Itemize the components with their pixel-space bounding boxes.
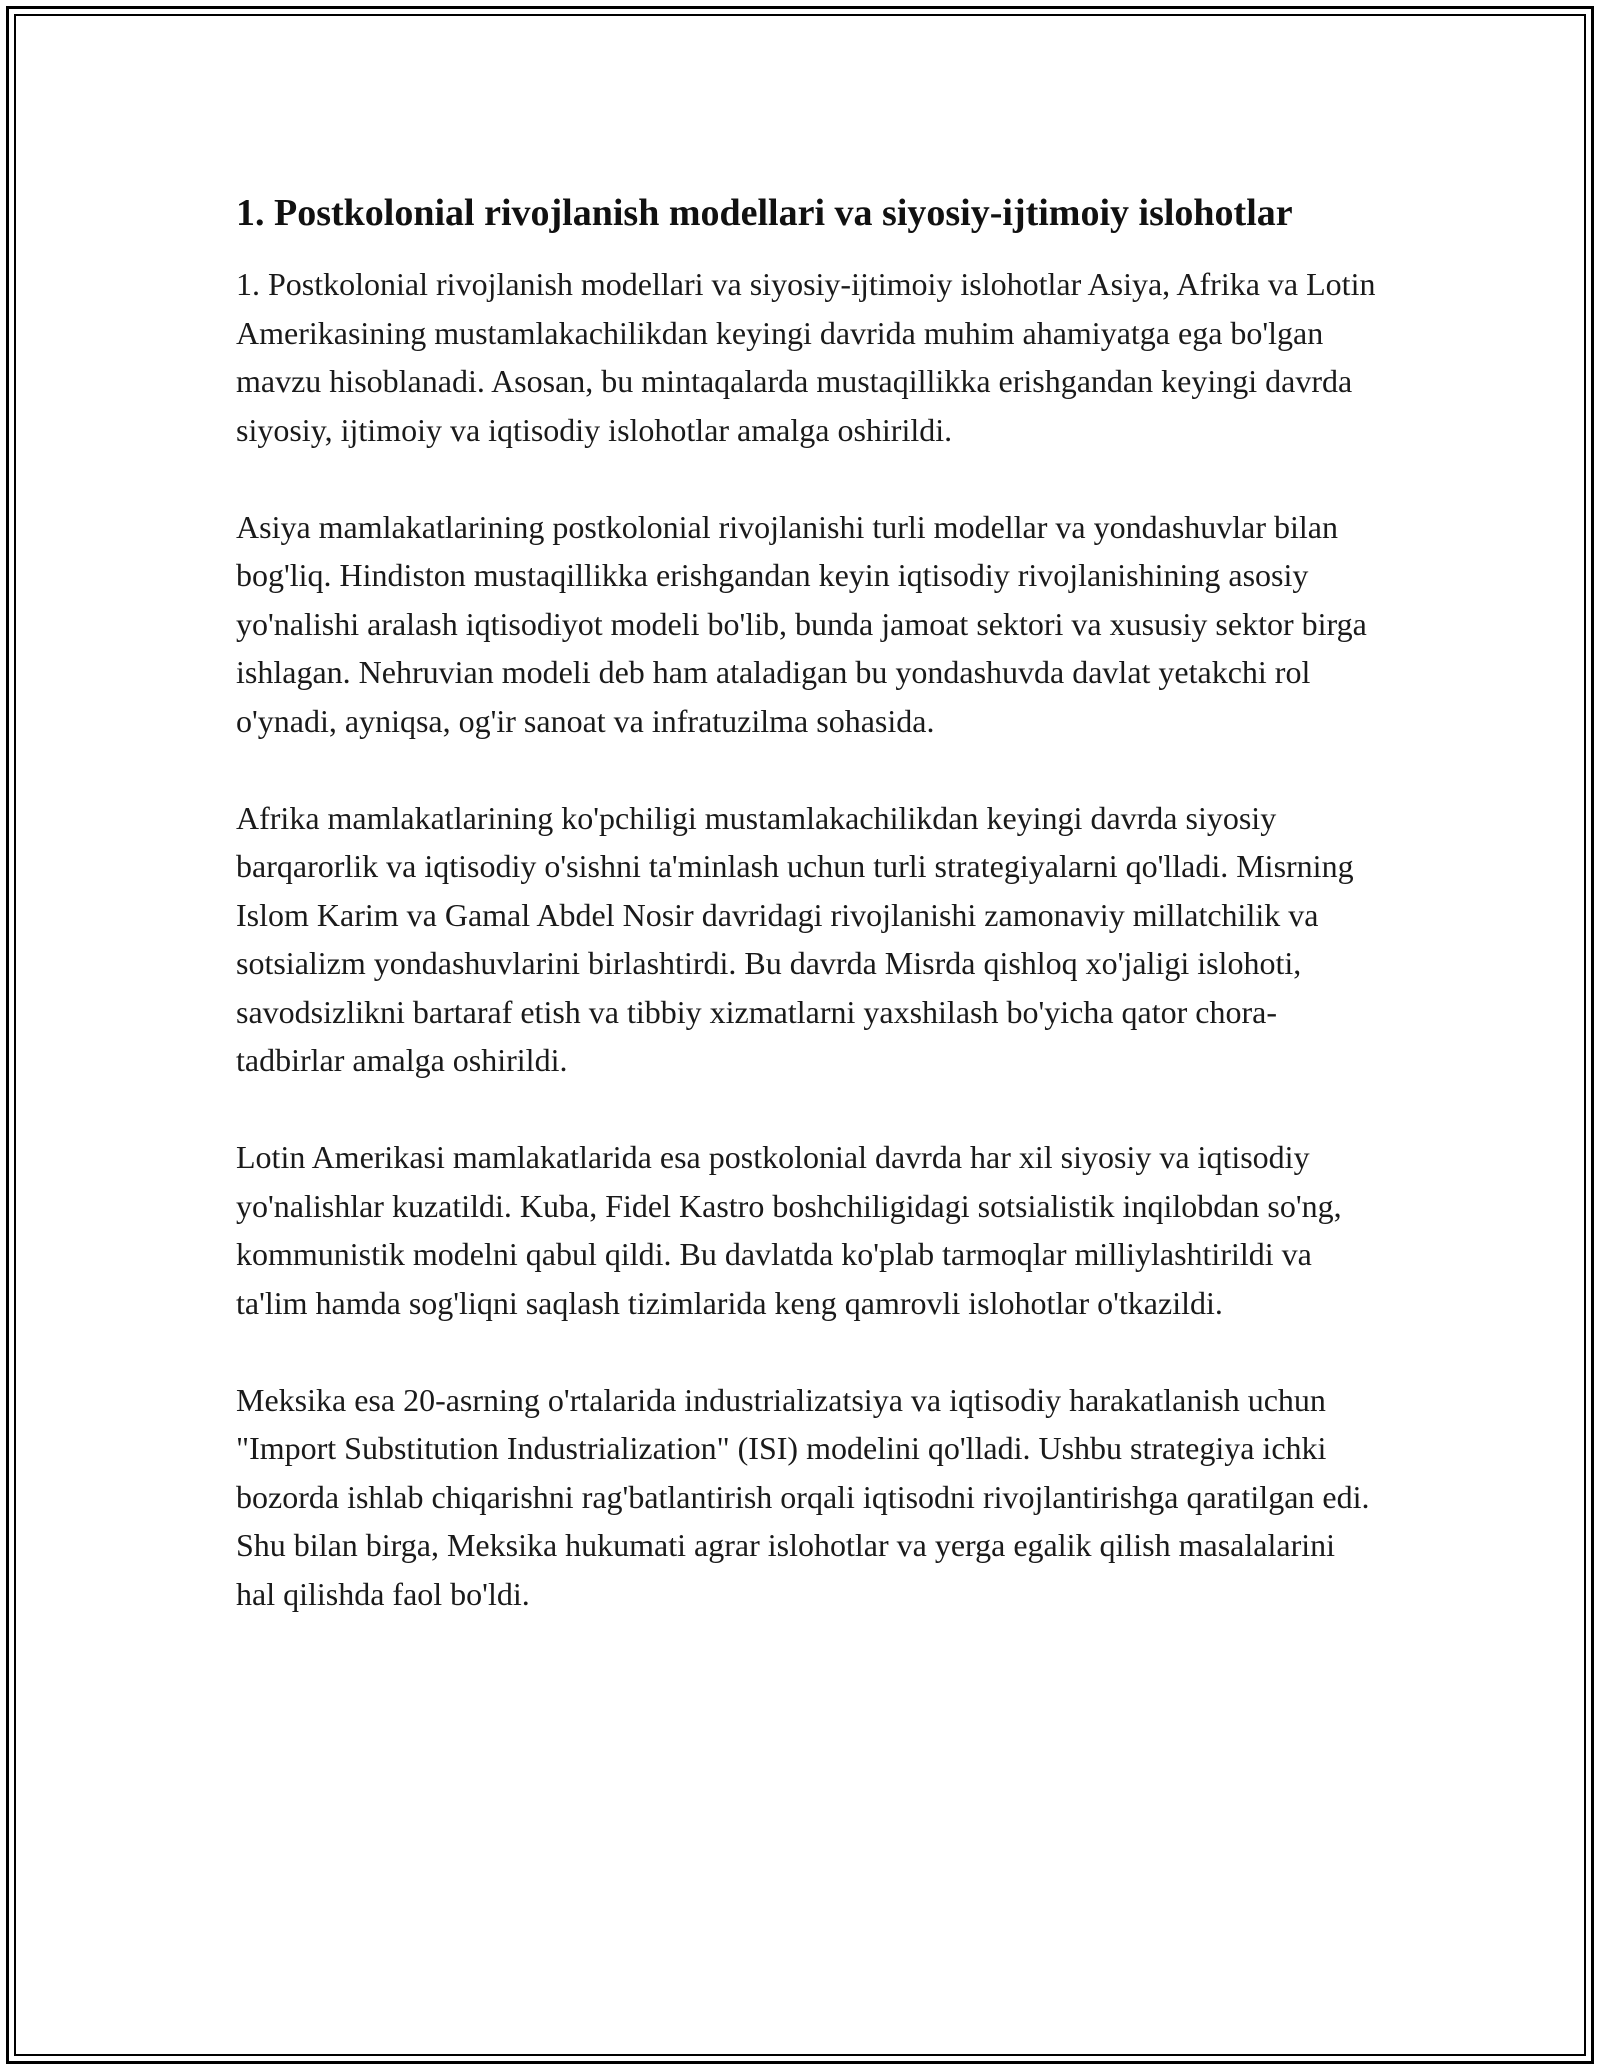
paragraph-africa: Afrika mamlakatlarining ko'pchiligi mustamlakachilikdan keyingi davrda siyosiy barqarorlik va iqtisodiy o'sishni ta'minlash uchun turli strategiyalarni qo'lladi. Misrning Islom Karim va Gamal Abdel Nosir davridagi rivojlanishi zamonaviy millatchilik va sotsializm yondashuvlarini birlashtirdi. Bu davrda Misrda qishloq xo'jaligi islohoti, savodsizlikni bartaraf etish va tibbiy xizmatlarni yaxshilash bo'yicha qator chora-tadbirlar amalga oshirildi. — [236, 799, 1354, 1078]
document-title: 1. Postkolonial rivojlanish modellari va siyosiy-ijtimoiy islohotlar — [236, 192, 1293, 234]
paragraph-mexico: Meksika esa 20-asrning o'rtalarida industrializatsiya va iqtisodiy harakatlanish uchun "Import Substitution Industrialization" (ISI) modelini qo'lladi. Ushbu strategiya ichki bozorda ishlab chiqarishni rag'batlantirish orqali iqtisodni rivojlantirishga qaratilgan edi. Shu bilan birga, Meksika hukumati agrar islohotlar va yerga egalik qilish masalalarini hal qilishda faol bo'ldi. — [236, 1381, 1370, 1612]
paragraph-asia: Asiya mamlakatlarining postkolonial rivojlanishi turli modellar va yondashuvlar bilan bog'liq. Hindiston mustaqillikka erishgandan keyin iqtisodiy rivojlanishining asosiy yo'nalishi aralash iqtisodiyot modeli bo'lib, bunda jamoat sektori va xususiy sektor birga ishlagan. Nehruvian modeli deb ham ataladigan bu yondashuvda davlat yetakchi rol o'ynadi, ayniqsa, og'ir sanoat va infratuzilma sohasida. — [236, 508, 1367, 739]
paragraph-latin-america: Lotin Amerikasi mamlakatlarida esa postkolonial davrda har xil siyosiy va iqtisodiy yo'nalishlar kuzatildi. Kuba, Fidel Kastro boshchiligidagi sotsialistik inqilobdan so'ng, kommunistik modelni qabul qildi. Bu davlatda ko'plab tarmoqlar milliylashtirildi va ta'lim hamda sog'liqni saqlash tizimlarida keng qamrovli islohotlar o'tkazildi. — [236, 1139, 1342, 1321]
document-body — [236, 186, 1376, 1667]
paragraph-intro: 1. Postkolonial rivojlanish modellari va siyosiy-ijtimoiy islohotlar Asiya, Afrika va Lotin Amerikasining mustamlakachilikdan keyingi davrida muhim ahamiyatga ega bo'lgan mavzu hisoblanadi. Asosan, bu mintaqalarda mustaqillikka erishgandan keyingi davrda siyosiy, ijtimoiy va iqtisodiy islohotlar amalga oshirildi. — [236, 266, 1376, 448]
